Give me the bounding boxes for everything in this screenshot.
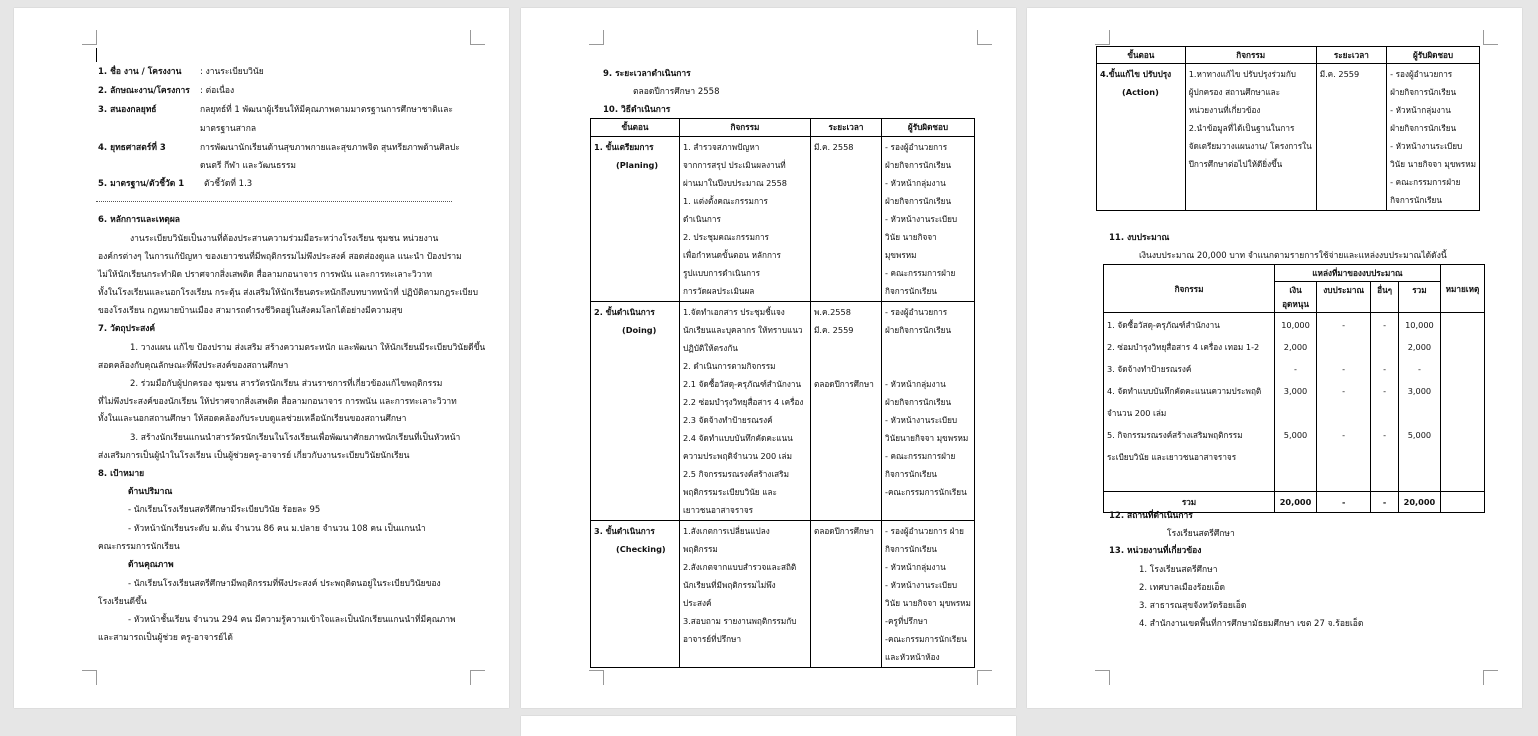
list-item: 2. เทศบาลเมืองร้อยเอ็ด (1139, 583, 1226, 593)
table-row (591, 302, 975, 521)
list-item: 4. สำนักงานเขตพื้นที่การศึกษามัธยมศึกษา เขต 27 จ.ร้อยเอ็ด (1139, 619, 1364, 629)
activity-cell: 1.สังเกตการเปลี่ยนแปลง พฤติกรรม 2.สังเกตจากแบบสำรวจและสถิติ นักเรียนที่มีพฤติกรรมไม่พึง ประสงค์ 3.สอบถาม รายงานพฤติกรรมกับ อาจารย์ที่ปรึกษา (680, 521, 811, 668)
item-label: 4. ยุทธศาสตร์ที่ 3 (98, 143, 166, 153)
crop-mark (977, 670, 992, 685)
activity-cell: 1.หาทางแก้ไข ปรับปรุงร่วมกับ ผู้ปกครอง สถานศึกษาและ หน่วยงานที่เกี่ยวข้อง 2.นำข้อมูลที่ได้เป็นฐานในการ จัดเตรียมวางแผนงาน/ โครงการใน ปีการศึกษาต่อไปให้ดียิ่งขึ้น (1185, 64, 1316, 211)
procedure-table-continued (1096, 46, 1480, 211)
item-value: กลยุทธ์ที่ 1 พัฒนาผู้เรียนให้มีคุณภาพตามมาตรฐานการศึกษาชาติและ (200, 105, 453, 115)
step-cell: 1. ขั้นเตรียมการ (Planing) (591, 137, 680, 302)
crop-mark (1483, 670, 1498, 685)
item-value: : งานระเบียบวินัย (200, 67, 264, 77)
paragraph-line: ส่งเสริมการเป็นผู้นำในโรงเรียน เป็นผู้ช่วยครู-อาจารย์ เกี่ยวกับงานระเบียบวินัยนักเรียน (98, 451, 410, 461)
column-header: งบประมาณ (1317, 282, 1371, 313)
step-cell: 4.ขั้นแก้ไข ปรับปรุง (Action) (1097, 64, 1186, 211)
paragraph-line: สอดคล้องกับคุณลักษณะที่พึงประสงค์ของสถานศึกษา (98, 361, 289, 371)
crop-mark (470, 30, 485, 45)
item-label: 5. มาตรฐาน/ตัวชี้วัด 1 (98, 179, 185, 189)
crop-mark (82, 670, 97, 685)
column-header: แหล่งที่มาของงบประมาณ (1275, 265, 1441, 282)
document-page-2[interactable] (521, 8, 1016, 708)
section-heading: 11. งบประมาณ (1109, 233, 1170, 243)
column-header: กิจกรรม (1185, 47, 1316, 64)
time-cell: ตลอดปีการศึกษา (811, 521, 882, 668)
section-heading: 7. วัตถุประสงค์ (98, 324, 156, 334)
list-item: 1. โรงเรียนสตรีศึกษา (1139, 565, 1218, 575)
column-header: ขั้นตอน (591, 119, 680, 137)
step-cell: 2. ขั้นดำเนินการ (Doing) (591, 302, 680, 521)
paragraph-line: - หัวหน้าชั้นเรียน จำนวน 294 คน มีความรู้ความเข้าใจและเป็นนักเรียนแกนนำที่มีคุณภาพ (128, 615, 456, 625)
column-header: กิจกรรม (680, 119, 811, 137)
time-cell: มี.ค. 2558 (811, 137, 882, 302)
paragraph-line: ทั้งในโรงเรียนและนอกโรงเรียน กระตุ้น ส่งเสริมให้นักเรียนตระหนักถึงบทบาทหน้าที่ ปฏิบัติตามกฎระเบียบ (98, 288, 479, 298)
paragraph-line: องค์กรต่างๆ ในการแก้ปัญหา ของเยาวชนที่มีพฤติกรรมไม่พึงประสงค์ สอดส่องดูแล แนะนำ ป้องปราม (98, 252, 462, 262)
document-page-4[interactable] (521, 716, 1016, 736)
paragraph-line: โรงเรียนดีขึ้น (98, 597, 147, 607)
paragraph-line: - นักเรียนโรงเรียนสตรีศึกษามีพฤติกรรมที่พึงประสงค์ ประพฤติตนอยู่ในระเบียบวินัยของ (128, 579, 441, 589)
owner-cell: - รองผู้อำนวยการ ฝ่ายกิจการนักเรียน - หัวหน้ากลุ่มงาน ฝ่ายกิจการนักเรียน - หัวหน้างานระเบียบ วินัย นายกิจจา มุขพรหม - คณะกรรมการฝ่าย กิจการนักเรียน (1387, 64, 1480, 211)
dotted-divider (96, 201, 452, 202)
paragraph-line: - หัวหน้านักเรียนระดับ ม.ต้น จำนวน 86 คน ม.ปลาย จำนวน 108 คน เป็นแกนนำ (128, 524, 426, 534)
procedure-table (590, 118, 975, 668)
paragraph-line: คณะกรรมการนักเรียน (98, 542, 180, 552)
activity-cell: 1. สำรวจสภาพปัญหา จากการสรุป ประเมินผลงานที่ ผ่านมาในปีงบประมาณ 2558 1. แต่งตั้งคณะกรรมการ ดำเนินการ 2. ประชุมคณะกรรมการ เพื่อกำหนดขั้นตอน หลักการ รูปแบบการดำเนินการ การวัดผลประเมินผล (680, 137, 811, 302)
section-heading: 13. หน่วยงานที่เกี่ยวข้อง (1109, 546, 1202, 556)
crop-mark (82, 30, 97, 45)
column-header: ผู้รับผิดชอบ (882, 119, 975, 137)
column-header: เงิน อุดหนุน (1275, 282, 1317, 313)
table-row (591, 137, 975, 302)
paragraph-line: ทั้งในและนอกสถานศึกษา ให้สอดคล้องกับระบบดูแลช่วยเหลือนักเรียนของสถานศึกษา (98, 414, 407, 424)
crop-mark (1095, 670, 1110, 685)
crop-mark (1095, 30, 1110, 45)
table-row (591, 521, 975, 668)
paragraph-line: - นักเรียนโรงเรียนสตรีศึกษามีระเบียบวินัย ร้อยละ 95 (128, 505, 321, 515)
paragraph-line: 3. สร้างนักเรียนแกนนำสารวัตรนักเรียนในโรงเรียนเพื่อพัฒนาศักยภาพนักเรียนที่เป็นหัวหน้า (130, 433, 461, 443)
list-item: 3. สาธารณสุขจังหวัดร้อยเอ็ด (1139, 601, 1247, 611)
paragraph-line: และสามารถเป็นผู้ช่วย ครู-อาจารย์ได้ (98, 633, 233, 643)
activity-cell: 1.จัดทำเอกสาร ประชุมชี้แจง นักเรียนและบุคลากร ให้ทราบแนว ปฏิบัติให้ตรงกัน 2. ดำเนินการตามกิจกรรม 2.1 จัดซื้อวัสดุ-ครุภัณฑ์สำนักงาน 2.2 ซ่อมบำรุงวิทยุสื่อสาร 4 เครื่อง 2.3 จัดจ้างทำป้ายรณรงค์ 2.4 จัดทำแบบบันทึกคัดคะแนน ความประพฤติจำนวน 200 เล่ม 2.5 กิจกรรมรณรงค์สร้างเสริม พฤติกรรมระเบียบวินัย และ เยาวชนอาสาจราจร (680, 302, 811, 521)
column-header: รวม (1398, 282, 1440, 313)
item-label: 1. ชื่อ งาน / โครงงาน (98, 67, 182, 77)
paragraph-line: งานระเบียบวินัยเป็นงานที่ต้องประสานความร่วมมือระหว่างโรงเรียน ชุมชน หน่วยงาน (130, 234, 439, 244)
table-row (1097, 64, 1480, 211)
paragraph-line: เงินงบประมาณ 20,000 บาท จำแนกตามรายการใช้จ่ายและแหล่งงบประมาณได้ดังนี้ (1139, 251, 1447, 261)
column-header: ระยะเวลา (811, 119, 882, 137)
section-heading: 6. หลักการและเหตุผล (98, 215, 181, 225)
time-cell: มี.ค. 2559 (1316, 64, 1386, 211)
text-cursor (96, 48, 97, 62)
section-value: ตลอดปีการศึกษา 2558 (633, 87, 720, 97)
document-page-1[interactable] (14, 8, 509, 708)
owner-cell: - รองผู้อำนวยการ ฝ่าย กิจการนักเรียน - หัวหน้ากลุ่มงาน - หัวหน้างานระเบียบ วินัย นายกิจจา มุขพรหม -ครูที่ปรึกษา -คณะกรรมการนักเรียน และหัวหน้าห้อง (882, 521, 975, 668)
owner-cell: - รองผู้อำนวยการ ฝ่ายกิจการนักเรียน - หัวหน้ากลุ่มงาน ฝ่ายกิจการนักเรียน - หัวหน้างานระเบียบ วินัย นายกิจจา มุขพรหม - คณะกรรมการฝ่าย กิจการนักเรียน (882, 137, 975, 302)
item-label: 2. ลักษณะงาน/โครงการ (98, 86, 190, 96)
subheading: ด้านคุณภาพ (128, 560, 174, 570)
column-header: หมายเหตุ (1440, 265, 1484, 313)
section-heading: 9. ระยะเวลาดำเนินการ (603, 69, 691, 79)
section-value: โรงเรียนสตรีศึกษา (1167, 529, 1235, 539)
paragraph-line: 1. วางแผน แก้ไข ป้องปราม ส่งเสริม สร้างความตระหนัก และพัฒนา ให้นักเรียนมีระเบียบวินัยดีขึ้น (130, 343, 486, 353)
item-label: 3. สนองกลยุทธ์ (98, 105, 157, 115)
paragraph-line: 2. ร่วมมือกับผู้ปกครอง ชุมชน สารวัตรนักเรียน ส่วนราชการที่เกี่ยวข้องแก้ไขพฤติกรรม (130, 379, 443, 389)
item-value: : ต่อเนื่อง (200, 86, 235, 96)
owner-cell: - รองผู้อำนวยการ ฝ่ายกิจการนักเรียน - หัวหน้ากลุ่มงาน ฝ่ายกิจการนักเรียน - หัวหน้างานระเบียบ วินัยนายกิจจา มุขพรหม - คณะกรรมการฝ่าย กิจการนักเรียน -คณะกรรมการนักเรียน (882, 302, 975, 521)
subheading: ด้านปริมาณ (128, 487, 173, 497)
section-heading: 12. สถานที่ดำเนินการ (1109, 511, 1193, 521)
time-cell: พ.ค.2558 มี.ค. 2559 ตลอดปีการศึกษา (811, 302, 882, 521)
paragraph-line: ที่ไม่พึงประสงค์ของนักเรียน ให้ปราศจากสิ่งเสพติด สื่อลามกอนาจาร การพนัน และการทะเลาะวิวาท (98, 397, 457, 407)
crop-mark (470, 670, 485, 685)
item-value: การพัฒนานักเรียนด้านสุขภาพกายและสุขภาพจิต สุนทรียภาพด้านศิลปะ (200, 143, 460, 153)
document-page-3[interactable] (1027, 8, 1522, 708)
table-row: 1. จัดซื้อวัสดุ-ครุภัณฑ์สำนักงาน 2. ซ่อมบำรุงวิทยุสื่อสาร 4 เครื่อง เทอม 1-2 3. จัดจ้างทำป้ายรณรงค์ 4. จัดทำแบบบันทึกคัดคะแนนความประพฤติ จำนวน 200 เล่ม 5. กิจกรรมรณรงค์สร้างเสริมพฤติกรรม ระเบียบวินัย และเยาวชนอาสาจราจร 10,000 2,000 - 3,000 5,000 - - - - - - - - 10,000 2,000 - 3,000 5,000 (1104, 313, 1485, 492)
crop-mark (977, 30, 992, 45)
section-heading: 8. เป้าหมาย (98, 469, 145, 479)
crop-mark (589, 670, 604, 685)
column-header: อื่นๆ (1371, 282, 1399, 313)
column-header: ผู้รับผิดชอบ (1387, 47, 1480, 64)
paragraph-line: ไม่ให้นักเรียนกระทำผิด ปราศจากสิ่งเสพติด สื่อลามกอนาจาร การพนัน และการทะเลาะวิวาท (98, 270, 432, 280)
crop-mark (1483, 30, 1498, 45)
total-row: รวม 20,000 - - 20,000 (1104, 492, 1485, 513)
paragraph-line: ของโรงเรียน กฎหมายบ้านเมือง สามารถดำรงชีวิตอยู่ในสังคมโลกได้อย่างมีความสุข (98, 306, 403, 316)
item-value: ดนตรี กีฬา และวัฒนธรรม (200, 161, 296, 171)
budget-table (1103, 264, 1485, 513)
column-header: ขั้นตอน (1097, 47, 1186, 64)
step-cell: 3. ขั้นดำเนินการ (Checking) (591, 521, 680, 668)
crop-mark (589, 30, 604, 45)
section-heading: 10. วิธีดำเนินการ (603, 105, 671, 115)
column-header: กิจกรรม (1104, 265, 1275, 313)
item-value: มาตรฐานสากล (200, 124, 257, 134)
item-value: ตัวชี้วัดที่ 1.3 (204, 179, 253, 189)
column-header: ระยะเวลา (1316, 47, 1386, 64)
